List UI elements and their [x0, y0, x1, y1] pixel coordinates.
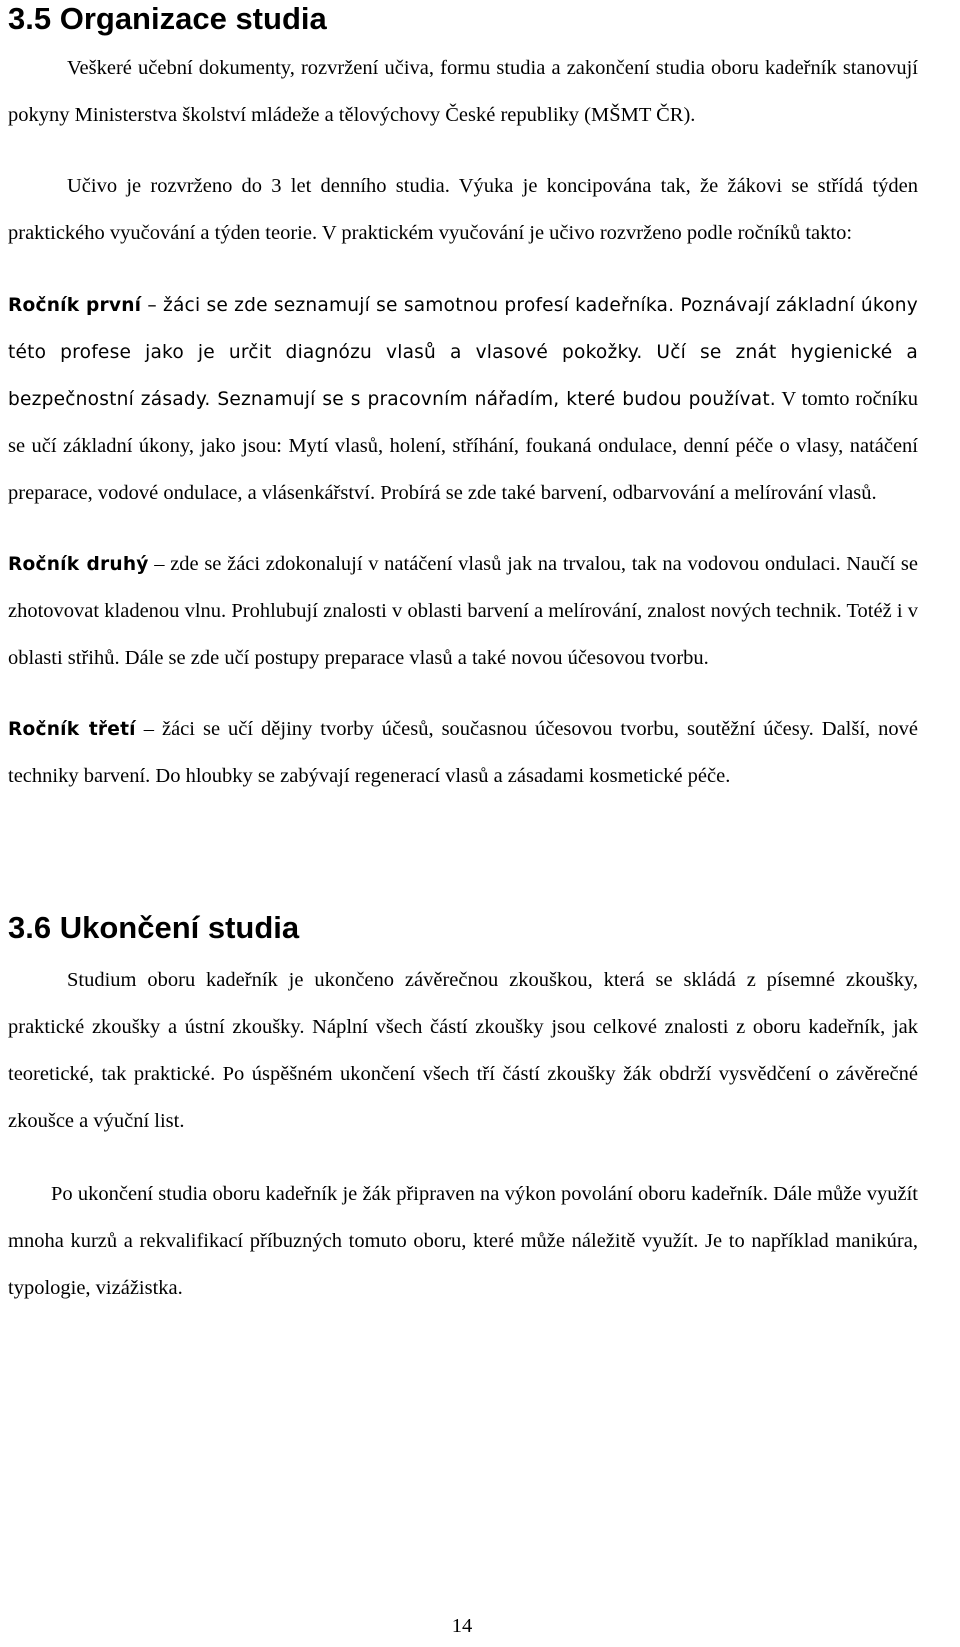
text-rocnik-druhy: – zde se žáci zdokonalují v natáčení vlasů jak na trvalou, tak na vodovou ondulaci. Naučí se zhotovovat kladenou vlnu. Prohlubují znalosti v oblasti barvení a melírování, znalost nových technik. Totéž i v oblasti střihů. Dále se zde učí postupy preparace vlasů a také novou účesovou tvorbu.: [8, 553, 918, 669]
paragraph-dokumenty: Veškeré učební dokumenty, rozvržení učiva, formu studia a zakončení studia oboru kadeřník stanovují pokyny Ministerstva školství mládeže a tělovýchovy České republiky (MŠMT ČR).: [8, 57, 918, 126]
label-rocnik-prvni: Ročník první: [8, 295, 142, 316]
section-heading-organizace-studia: 3.5 Organizace studia: [8, 1, 327, 36]
paragraph-rocnik-druhy: [8, 541, 918, 682]
document-page: [8, 0, 918, 1312]
text-rocnik-prvni-b: V tomto ročníku se učí základní úkony, jako jsou: Mytí vlasů, holení, stříhání, foukaná ondulace, denní péče o vlasy, natáčení preparace, vodové ondulace, a vlásenkářství. Probírá se zde také barvení, odbarvování a melírování vlasů.: [8, 388, 918, 504]
text-rocnik-prvni-a: – žáci se zde seznamují se samotnou profesí kadeřníka. Poznávají základní úkony této profese jako je určit diagnózu vlasů a vlasové pokožky. Učí se znát hygienické a bezpečnostní zásady. Seznamují se s pracovním nářadím, které budou používat.: [8, 295, 918, 410]
paragraph-rocnik-treti: [8, 706, 918, 800]
label-rocnik-druhy: Ročník druhý: [8, 554, 149, 575]
text-rocnik-treti: – žáci se učí dějiny tvorby účesů, současnou účesovou tvorbu, soutěžní účesy. Další, nové techniky barvení. Do hloubky se zabývají regenerací vlasů a zásadami kosmetické péče.: [8, 718, 918, 787]
label-rocnik-treti: Ročník třetí: [8, 719, 136, 740]
paragraph-rocnik-prvni: [8, 282, 918, 517]
paragraph-ucivo: Učivo je rozvrženo do 3 let denního studia. Výuka je koncipována tak, že žákovi se střídá týden praktického vyučování a týden teorie. V praktickém vyučování je učivo rozvrženo podle ročníků takto:: [8, 175, 918, 244]
paragraph-studium: Studium oboru kadeřník je ukončeno závěrečnou zkouškou, která se skládá z písemné zkoušky, praktické zkoušky a ústní zkoušky. Náplní všech částí zkoušky jsou celkové znalosti z oboru kadeřník, jak teoretické, tak praktické. Po úspěšném ukončení všech tří částí zkoušky žák obdrží vysvědčení o závěrečné zkoušce a výuční list.: [8, 969, 918, 1132]
section-heading-ukonceni-studia: 3.6 Ukončení studia: [8, 910, 300, 945]
page-number: 14: [451, 1615, 473, 1637]
paragraph-po-ukonceni: Po ukončení studia oboru kadeřník je žák připraven na výkon povolání oboru kadeřník. Dále může využít mnoha kurzů a rekvalifikací příbuzných tomuto oboru, které může náležitě využít. Je to například manikúra, typologie, vizážistka.: [8, 1183, 918, 1299]
